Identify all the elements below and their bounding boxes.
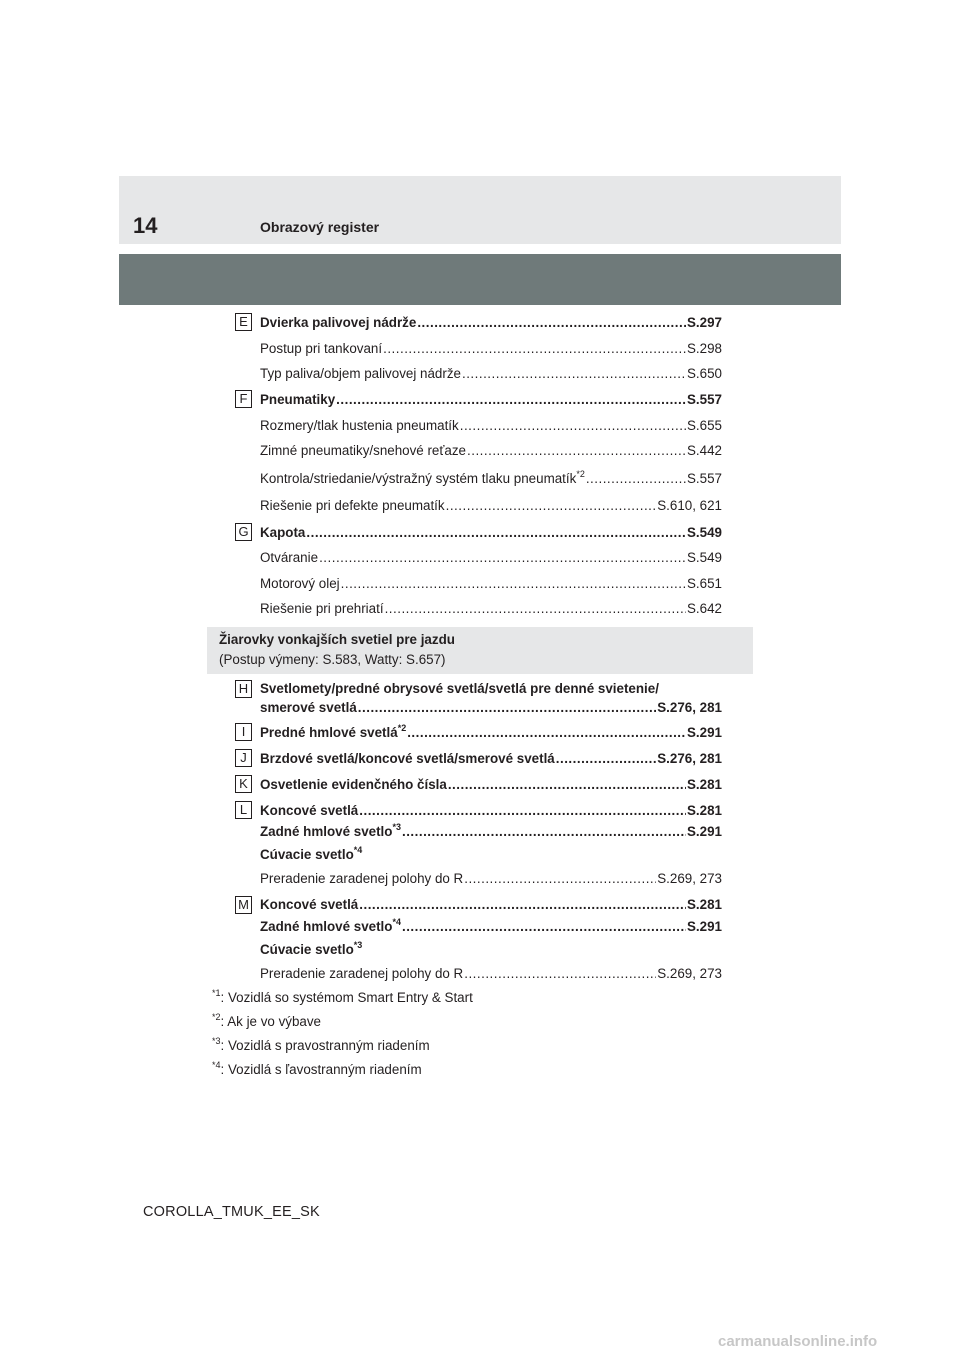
entry-page-ref: S.610, 621 <box>657 498 722 513</box>
entry-label: smerové svetlá <box>260 700 357 715</box>
page-number: 14 <box>133 213 158 238</box>
index-letter-e: E <box>235 313 252 331</box>
entry-label: Preradenie zaradenej polohy do R <box>260 966 464 981</box>
index-entry-headlights <box>260 699 722 716</box>
index-entry-engine-oil <box>260 575 722 592</box>
footnote-ref: *4 <box>392 917 401 927</box>
entry-label: Kapota <box>260 525 306 540</box>
index-letter-i: I <box>235 723 252 741</box>
index-entry-rear-fog-m <box>260 918 722 935</box>
index-entry-flat-tire <box>260 497 722 514</box>
footnote-ref: *2 <box>576 469 585 479</box>
index-entry-reverse-note-l <box>260 870 722 887</box>
entry-page-ref: S.549 <box>687 550 722 565</box>
index-entry-tail-lights-m <box>260 896 722 913</box>
entry-label: Typ paliva/objem palivovej nádrže <box>260 366 461 381</box>
entry-label: Rozmery/tlak hustenia pneumatík <box>260 418 459 433</box>
entry-page-ref: S.276, 281 <box>657 700 722 715</box>
entry-page-ref: S.269, 273 <box>657 871 722 886</box>
entry-label: Pneumatiky <box>260 392 336 407</box>
index-letter-f: F <box>235 390 252 408</box>
index-entry-reverse-l: Cúvacie svetlo$^{*4}$ <box>260 845 363 862</box>
entry-page-ref: S.642 <box>687 601 722 616</box>
entry-label: Koncové svetlá <box>260 897 359 912</box>
entry-page-ref: S.442 <box>687 443 722 458</box>
entry-page-ref: S.557 <box>687 471 722 486</box>
entry-label: Brzdové svetlá/koncové svetlá/smerové svetlá <box>260 751 555 766</box>
index-entry-reverse-m: Cúvacie svetlo$^{*3}$ <box>260 940 363 957</box>
index-letter-l: L <box>235 801 252 819</box>
entry-label: Zadné hmlové svetlo$^{*4}$ <box>260 917 401 934</box>
entry-page-ref: S.655 <box>687 418 722 433</box>
entry-label: Dvierka palivovej nádrže <box>260 315 417 330</box>
header-band <box>119 176 841 244</box>
entry-label: Preradenie zaradenej polohy do R <box>260 871 464 886</box>
entry-label: Otváranie <box>260 550 319 565</box>
entry-page-ref: S.557 <box>687 392 722 407</box>
index-entry-fuel-door <box>260 314 722 331</box>
footnote: $^{*4}$: Vozidlá s ľavostranným riadením <box>212 1060 422 1077</box>
index-entry-front-fog <box>260 724 722 741</box>
index-entry-fuel-type <box>260 365 722 382</box>
index-letter-j: J <box>235 749 252 767</box>
entry-label: Zadné hmlové svetlo$^{*3}$ <box>260 822 401 839</box>
index-entry-brake-lights <box>260 750 722 767</box>
entry-label: Motorový olej <box>260 576 340 591</box>
entry-label: Predné hmlové svetlá$^{*2}$ <box>260 723 407 740</box>
entry-label: Zimné pneumatiky/snehové reťaze <box>260 443 466 458</box>
index-entry-tpms <box>260 470 722 487</box>
entry-page-ref: S.651 <box>687 576 722 591</box>
footnote: $^{*1}$: Vozidlá so systémom Smart Entry & Start <box>212 988 473 1005</box>
entry-label: Riešenie pri prehriatí <box>260 601 384 616</box>
entry-page-ref: S.298 <box>687 341 722 356</box>
entry-page-ref: S.281 <box>687 897 722 912</box>
section-title: Obrazový register <box>260 219 380 235</box>
index-entry-tail-lights-l <box>260 802 722 819</box>
index-letter-g: G <box>235 523 252 541</box>
entry-page-ref: S.291 <box>687 824 722 839</box>
footnote: $^{*2}$: Ak je vo výbave <box>212 1012 321 1029</box>
entry-page-ref: S.281 <box>687 777 722 792</box>
entry-label: Riešenie pri defekte pneumatík <box>260 498 445 513</box>
index-entry-rear-fog-l <box>260 823 722 840</box>
entry-page-ref: S.549 <box>687 525 722 540</box>
index-entry-headlights-line1: Svetlomety/predné obrysové svetlá/svetlá pre denné svietenie/ <box>260 681 659 696</box>
entry-page-ref: S.269, 273 <box>657 966 722 981</box>
lamps-box-title: Žiarovky vonkajších svetiel pre jazdu <box>219 632 455 647</box>
index-letter-k: K <box>235 775 252 793</box>
entry-page-ref: S.291 <box>687 919 722 934</box>
entry-page-ref: S.281 <box>687 803 722 818</box>
illustration-band <box>119 254 841 305</box>
index-entry-refueling <box>260 340 722 357</box>
footnote-ref: *2 <box>397 723 407 733</box>
watermark: carmanualsonline.info <box>718 1333 878 1350</box>
footnote: $^{*3}$: Vozidlá s pravostranným riadením <box>212 1036 430 1053</box>
entry-page-ref: S.276, 281 <box>657 751 722 766</box>
index-letter-m: M <box>235 896 252 914</box>
entry-label: Kontrola/striedanie/výstražný systém tlaku pneumatík$^{*2}$ <box>260 469 585 486</box>
entry-label: Postup pri tankovaní <box>260 341 383 356</box>
entry-label: Osvetlenie evidenčného čísla <box>260 777 447 792</box>
entry-label: Koncové svetlá <box>260 803 359 818</box>
footnote-ref: *4 <box>353 845 363 855</box>
footnote-ref: *3 <box>353 940 363 950</box>
index-entry-reverse-note-m <box>260 965 722 982</box>
lamps-box-subtitle: (Postup výmeny: S.583, Watty: S.657) <box>219 652 446 667</box>
index-entry-overheating <box>260 600 722 617</box>
document-code: COROLLA_TMUK_EE_SK <box>143 1204 320 1220</box>
index-entry-license-light <box>260 776 722 793</box>
index-entry-winter-tires <box>260 442 722 459</box>
index-letter-h: H <box>235 680 252 698</box>
index-entry-tire-size <box>260 417 722 434</box>
entry-page-ref: S.297 <box>687 315 722 330</box>
index-entry-tires <box>260 391 722 408</box>
entry-page-ref: S.650 <box>687 366 722 381</box>
entry-page-ref: S.291 <box>687 725 722 740</box>
index-entry-opening <box>260 549 722 566</box>
footnote-ref: *3 <box>392 822 401 832</box>
index-entry-hood <box>260 524 722 541</box>
